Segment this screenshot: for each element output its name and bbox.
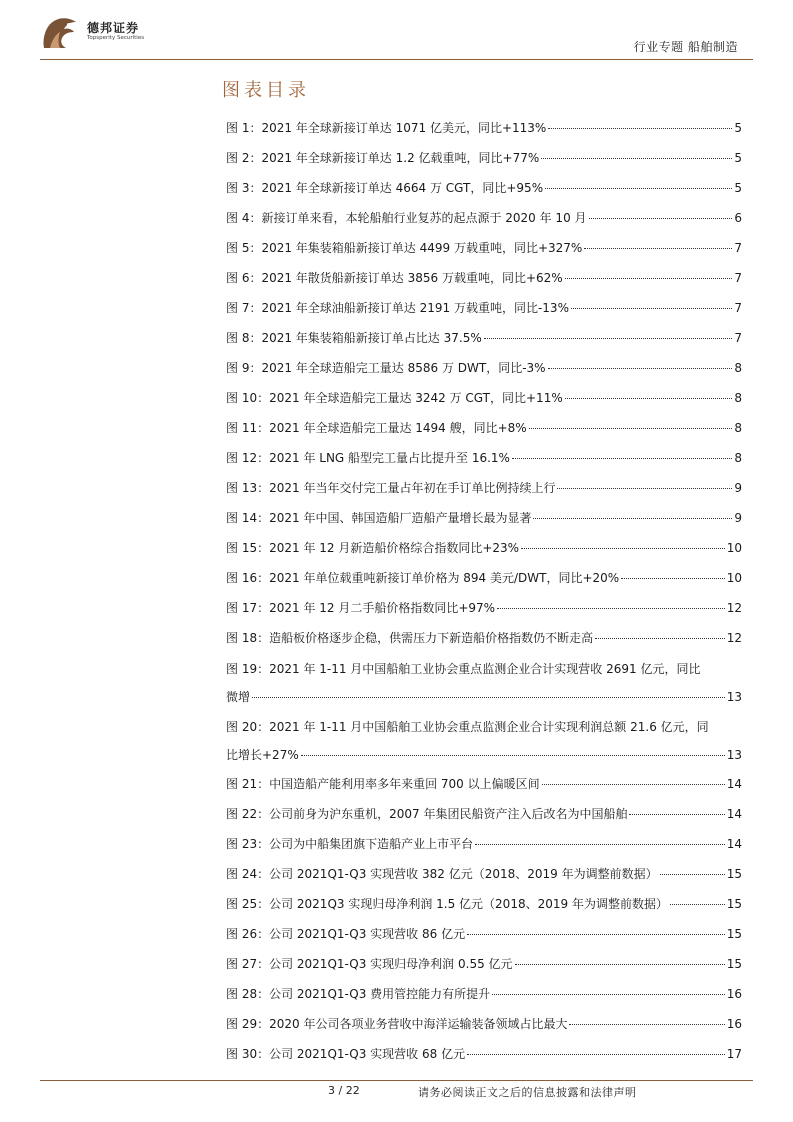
toc-entry-label: 图 10：2021 年全球造船完工量达 3242 万 CGT，同比+11% (226, 391, 563, 405)
toc-entry[interactable] (226, 563, 742, 593)
toc-entry[interactable] (226, 203, 742, 233)
toc-entry-page: 12 (726, 601, 742, 615)
toc-entry-label: 图 19：2021 年 1-11 月中国船舶工业协会重点监测企业合计实现营收 2691 亿元，同比 (226, 662, 701, 676)
toc-entry[interactable] (226, 593, 742, 623)
toc-entry-label: 图 29：2020 年公司各项业务营收中海洋运输装备领域占比最大 (226, 1017, 568, 1031)
toc-entry-label: 图 6：2021 年散货船新接订单达 3856 万载重吨，同比+62% (226, 271, 563, 285)
toc-leader-dots (475, 843, 725, 845)
toc-entry-label: 图 23：公司为中船集团旗下造船产业上市平台 (226, 837, 474, 851)
toc-entry-label: 图 1：2021 年全球新接订单达 1071 亿美元，同比+113% (226, 121, 547, 135)
toc-entry-page: 16 (726, 987, 742, 1001)
toc-entry-page: 14 (726, 837, 742, 851)
toc-leader-dots (467, 1053, 725, 1055)
toc-entry[interactable] (226, 829, 742, 859)
toc-entry-page: 15 (726, 897, 742, 911)
toc-entry-label-cont: 微增 (226, 690, 251, 704)
toc-leader-dots (660, 873, 725, 875)
toc-entry[interactable] (226, 233, 742, 263)
page-number: 3 / 22 (328, 1084, 360, 1097)
toc-entry[interactable] (226, 623, 742, 653)
toc-entry-label: 图 26：公司 2021Q1-Q3 实现营收 86 亿元 (226, 927, 466, 941)
toc-entry-page: 7 (734, 301, 742, 315)
toc-leader-dots (670, 903, 725, 905)
toc-entry-page: 6 (734, 211, 742, 225)
toc-leader-dots (497, 607, 725, 609)
toc-entry-page: 8 (734, 361, 742, 375)
toc-entry-page: 8 (734, 391, 742, 405)
toc-entry-page: 8 (734, 451, 742, 465)
toc-leader-dots (565, 277, 733, 279)
toc-entry-label: 图 8：2021 年集装箱船新接订单占比达 37.5% (226, 331, 482, 345)
toc-entry-page: 15 (726, 927, 742, 941)
toc-entry-label: 图 2：2021 年全球新接订单达 1.2 亿载重吨，同比+77% (226, 151, 540, 165)
toc-leader-dots (541, 157, 732, 159)
toc-entry-label: 图 9：2021 年全球造船完工量达 8586 万 DWT，同比-3% (226, 361, 546, 375)
page-title: 图表目录 (222, 80, 310, 101)
toc-entry[interactable] (226, 713, 742, 769)
toc-entry[interactable] (226, 1039, 742, 1069)
toc-entry[interactable] (226, 979, 742, 1009)
toc-entry[interactable] (226, 293, 742, 323)
toc-entry[interactable] (226, 173, 742, 203)
toc-entry[interactable] (226, 533, 742, 563)
toc-leader-dots (512, 457, 732, 459)
toc-entry-label: 图 28：公司 2021Q1-Q3 费用管控能力有所提升 (226, 987, 491, 1001)
toc-entry-label: 图 30：公司 2021Q1-Q3 实现营收 68 亿元 (226, 1047, 466, 1061)
toc-entry-label: 图 7：2021 年全球油船新接订单达 2191 万载重吨，同比-13% (226, 301, 569, 315)
toc-leader-dots (584, 247, 732, 249)
toc-entry-page: 15 (726, 957, 742, 971)
toc-entry-page: 17 (726, 1047, 742, 1061)
logo-subtext: Topsperity Securities (87, 35, 145, 41)
toc-entry-page: 14 (726, 777, 742, 791)
toc-entry[interactable] (226, 383, 742, 413)
toc-leader-dots (565, 397, 733, 399)
toc-leader-dots (569, 1023, 724, 1025)
toc-entry-label: 图 5：2021 年集装箱船新接订单达 4499 万载重吨，同比+327% (226, 241, 583, 255)
toc-entry[interactable] (226, 113, 742, 143)
toc-entry-label: 图 14：2021 年中国、韩国造船厂造船产量增长最为显著 (226, 511, 532, 525)
toc-entry[interactable] (226, 143, 742, 173)
toc-entry[interactable] (226, 323, 742, 353)
toc-entry-page: 5 (734, 181, 742, 195)
toc-leader-dots (548, 367, 733, 369)
toc-entry-label: 图 17：2021 年 12 月二手船价格指数同比+97% (226, 601, 496, 615)
toc-leader-dots (484, 337, 733, 339)
toc-leader-dots (621, 577, 725, 579)
toc-entry[interactable] (226, 919, 742, 949)
toc-entry[interactable] (226, 413, 742, 443)
toc-leader-dots (545, 187, 732, 189)
toc-entry-page: 9 (734, 511, 742, 525)
toc-entry[interactable] (226, 503, 742, 533)
figure-toc (226, 113, 742, 1069)
footer-divider (40, 1080, 753, 1081)
toc-entry-page: 9 (734, 481, 742, 495)
toc-entry[interactable] (226, 1009, 742, 1039)
toc-entry[interactable] (226, 263, 742, 293)
toc-leader-dots (492, 993, 725, 995)
toc-entry-label: 图 12：2021 年 LNG 船型完工量占比提升至 16.1% (226, 451, 510, 465)
toc-entry[interactable] (226, 473, 742, 503)
toc-leader-dots (301, 754, 725, 756)
toc-leader-dots (533, 517, 732, 519)
toc-entry-page: 13 (726, 748, 742, 762)
toc-entry-page: 10 (726, 541, 742, 555)
toc-entry-page: 15 (726, 867, 742, 881)
toc-entry[interactable] (226, 443, 742, 473)
toc-leader-dots (548, 127, 732, 129)
toc-leader-dots (629, 813, 724, 815)
logo-text: 德邦证券 (87, 21, 140, 35)
toc-entry[interactable] (226, 889, 742, 919)
toc-leader-dots (521, 547, 725, 549)
page-header (0, 0, 793, 62)
toc-entry-page: 13 (726, 690, 742, 704)
toc-entry-page: 5 (734, 121, 742, 135)
toc-entry-page: 7 (734, 271, 742, 285)
toc-entry-label: 图 21：中国造船产能利用率多年来重回 700 以上偏暖区间 (226, 777, 540, 791)
toc-entry[interactable] (226, 353, 742, 383)
footer-disclaimer: 请务必阅读正文之后的信息披露和法律声明 (418, 1086, 637, 1099)
toc-leader-dots (589, 217, 733, 219)
toc-entry-page: 5 (734, 151, 742, 165)
toc-leader-dots (542, 783, 725, 785)
toc-entry[interactable] (226, 949, 742, 979)
toc-entry-page: 7 (734, 331, 742, 345)
toc-entry[interactable] (226, 655, 742, 711)
toc-entry-label: 图 18：造船板价格逐步企稳，供需压力下新造船价格指数仍不断走高 (226, 631, 594, 645)
toc-leader-dots (595, 637, 725, 639)
toc-leader-dots (515, 963, 725, 965)
report-category: 行业专题 船舶制造 (633, 40, 738, 54)
toc-leader-dots (571, 307, 732, 309)
toc-entry-page: 14 (726, 807, 742, 821)
toc-entry-page: 10 (726, 571, 742, 585)
toc-entry-label: 图 27：公司 2021Q1-Q3 实现归母净利润 0.55 亿元 (226, 957, 513, 971)
toc-entry-label: 图 11：2021 年全球造船完工量达 1494 艘，同比+8% (226, 421, 527, 435)
toc-leader-dots (467, 933, 725, 935)
toc-entry-label: 图 16：2021 年单位载重吨新接订单价格为 894 美元/DWT，同比+20% (226, 571, 620, 585)
toc-entry-label: 图 22：公司前身为沪东重机，2007 年集团民船资产注入后改名为中国船舶 (226, 807, 628, 821)
toc-leader-dots (529, 427, 733, 429)
toc-entry-page: 8 (734, 421, 742, 435)
toc-entry-label: 图 4：新接订单来看，本轮船舶行业复苏的起点源于 2020 年 10 月 (226, 211, 587, 225)
toc-entry[interactable] (226, 859, 742, 889)
toc-entry-label: 图 15：2021 年 12 月新造船价格综合指数同比+23% (226, 541, 520, 555)
toc-leader-dots (557, 487, 732, 489)
toc-entry-page: 16 (726, 1017, 742, 1031)
toc-entry-label: 图 24：公司 2021Q1-Q3 实现营收 382 亿元（2018、2019 年为调整前数据） (226, 867, 658, 881)
toc-entry-label-cont: 比增长+27% (226, 748, 299, 762)
toc-entry-page: 7 (734, 241, 742, 255)
toc-entry-page: 12 (726, 631, 742, 645)
company-logo-icon (40, 14, 80, 52)
toc-entry[interactable] (226, 769, 742, 799)
toc-entry-label: 图 20：2021 年 1-11 月中国船舶工业协会重点监测企业合计实现利润总额 21.6 亿元，同 (226, 720, 709, 734)
toc-entry-label: 图 3：2021 年全球新接订单达 4664 万 CGT，同比+95% (226, 181, 544, 195)
toc-entry-label: 图 13：2021 年当年交付完工量占年初在手订单比例持续上行 (226, 481, 556, 495)
toc-leader-dots (252, 696, 725, 698)
header-divider (40, 59, 753, 60)
toc-entry[interactable] (226, 799, 742, 829)
toc-entry-label: 图 25：公司 2021Q3 实现归母净利润 1.5 亿元（2018、2019 年为调整前数据） (226, 897, 668, 911)
